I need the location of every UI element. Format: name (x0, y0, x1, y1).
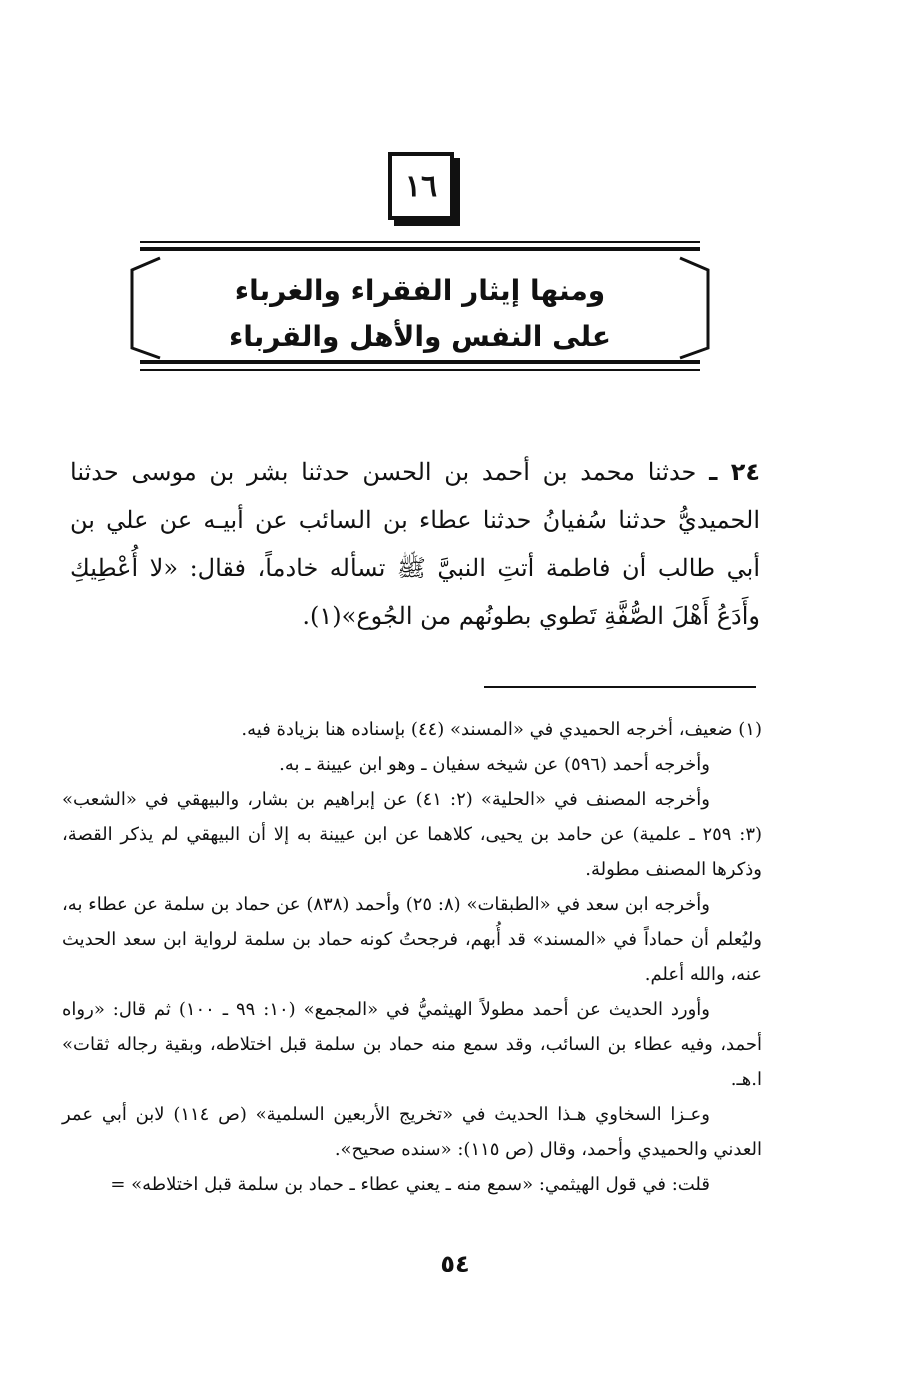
footnote-paragraph: وأورد الحديث عن أحمد مطولاً الهيثميُّ في «المجمع» (١٠: ٩٩ ـ ١٠٠) ثم قال: «رواه أحمد، وفيه عطاء بن السائب، وقد سمع منه حماد بن سلمة قبل اختلاطه، وبقية رجاله ثقات» ا.هـ. (62, 999, 762, 1090)
footnote-paragraph: وأخرجه ابن سعد في «الطبقات» (٨: ٢٥) وأحمد (٨٣٨) عن حماد بن سلمة عن عطاء به، وليُعلم أن حماداً في «المسند» قد أُبهم، فرجحتُ كونه حماد بن سلمة لرواية ابن سعد الحديث عنه، والله أعلم. (62, 894, 762, 985)
chapter-title-line-2: على النفس والأهل والقرباء (228, 320, 612, 353)
chapter-number-box (388, 152, 454, 220)
chapter-title (120, 268, 720, 360)
footnote-paragraph: (١) ضعيف، أخرجه الحميدي في «المسند» (٤٤) بإسناده هنا بزيادة فيه. (241, 719, 762, 740)
footnote-paragraph: وأخرجه أحمد (٥٩٦) عن شيخه سفيان ـ وهو ابن عيينة ـ به. (279, 754, 710, 775)
hadith-number: ٢٤ ـ (709, 458, 760, 486)
footnote-paragraph: وعـزا السخاوي هـذا الحديث في «تخريج الأربعين السلمية» (ص ١١٤) لابن أبي عمر العدني والحميدي وأحمد، وقال (ص ١١٥): «سنده صحيح». (62, 1104, 762, 1160)
footnote-separator (484, 686, 756, 688)
hadith-text-block (70, 448, 760, 640)
footnote-paragraph: قلت: في قول الهيثمي: «سمع منه ـ يعني عطاء ـ حماد بن سلمة قبل اختلاطه» = (110, 1174, 710, 1195)
chapter-title-line-1: ومنها إيثار الفقراء والغرباء (234, 274, 606, 307)
chapter-title-frame (120, 238, 720, 386)
hadith-text: حدثنا محمد بن أحمد بن الحسن حدثنا بشر بن موسى حدثنا الحميديُّ حدثنا سُفيانُ حدثنا عطاء بن السائب عن أبيـه عن علي بن أبي طالب أن فاطمة أتتِ النبيَّ ﷺ تسأله خادماً، فقال: «لا أُعْطِيكِ وأَدَعُ أَهْلَ الصُّفَّةِ تَطوي بطونُهم من الجُوع»(١). (70, 458, 761, 630)
footnote-paragraph: وأخرجه المصنف في «الحلية» (٢: ٤١) عن إبراهيم بن بشار، والبيهقي في «الشعب» (٣: ٢٥٩ ـ علمية) عن حامد بن يحيى، كلاهما عن ابن عيينة به إلا أن البيهقي لم يذكر القصة، وذكرها المصنف مطولة. (62, 789, 763, 880)
page-number: ٥٤ (440, 1250, 470, 1278)
footnotes-block (62, 712, 762, 1202)
chapter-number: ١٦ (404, 168, 438, 204)
